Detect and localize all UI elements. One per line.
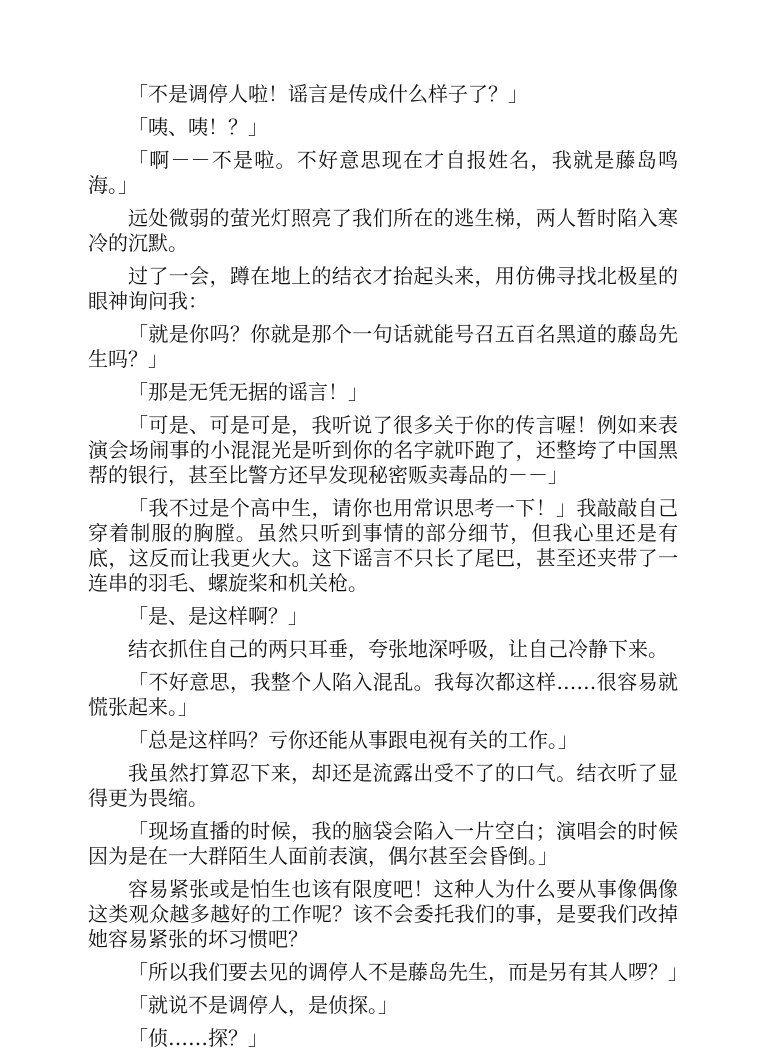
paragraph: 「啊－－不是啦。不好意思现在才自报姓名，我就是藤岛鸣海。」 bbox=[88, 148, 678, 197]
paragraph: 「是、是这样啊？」 bbox=[128, 604, 308, 628]
paragraph: 「所以我们要去见的调停人不是藤岛先生，而是另有其人啰？」 bbox=[128, 960, 688, 984]
paragraph: 「总是这样吗？亏你还能从事跟电视有关的工作。」 bbox=[128, 728, 578, 752]
paragraph: 容易紧张或是怕生也该有限度吧！这种人为什么要从事像偶像这类观众越多越好的工作呢？该不会委托我们的事，是要我们改掉她容易紧张的坏习惯吧？ bbox=[88, 877, 678, 951]
paragraph: 过了一会，蹲在地上的结衣才抬起头来，用仿佛寻找北极星的眼神询问我： bbox=[88, 264, 678, 313]
paragraph: 远处微弱的萤光灯照亮了我们所在的逃生梯，两人暂时陷入寒冷的沉默。 bbox=[88, 206, 678, 255]
paragraph: 「不是调停人啦！谣言是传成什么样子了？」 bbox=[128, 82, 528, 106]
paragraph: 「咦、咦！？」 bbox=[128, 115, 268, 139]
paragraph: 「可是、可是可是，我听说了很多关于你的传言喔！例如来表演会场闹事的小混混光是听到你的名字就吓跑了，还整垮了中国黑帮的银行，甚至比警方还早发现秘密贩卖毒品的－－」 bbox=[88, 413, 678, 487]
paragraph: 「就说不是调停人，是侦探。」 bbox=[128, 993, 398, 1017]
paragraph: 「我不过是个高中生，请你也用常识思考一下！」我敲敲自己穿着制服的胸膛。虽然只听到事情的部分细节，但我心里还是有底，这反而让我更火大。这下谣言不只长了尾巴，甚至还夹带了一连串的羽毛、螺旋桨和机关枪。 bbox=[88, 496, 678, 595]
paragraph: 「就是你吗？你就是那个一句话就能号召五百名黑道的藤岛先生吗？」 bbox=[88, 322, 678, 371]
paragraph: 「侦……探？」 bbox=[128, 1026, 268, 1050]
paragraph: 「那是无凭无据的谣言！」 bbox=[128, 380, 368, 404]
paragraph: 「现场直播的时候，我的脑袋会陷入一片空白；演唱会的时候因为是在一大群陌生人面前表演，偶尔甚至会昏倒。」 bbox=[88, 819, 678, 868]
paragraph: 我虽然打算忍下来，却还是流露出受不了的口气。结衣听了显得更为畏缩。 bbox=[88, 761, 678, 810]
paragraph: 结衣抓住自己的两只耳垂，夸张地深呼吸，让自己冷静下来。 bbox=[128, 637, 668, 661]
document-page bbox=[88, 82, 688, 1059]
paragraph: 「不好意思，我整个人陷入混乱。我每次都这样……很容易就慌张起来。」 bbox=[88, 670, 678, 719]
